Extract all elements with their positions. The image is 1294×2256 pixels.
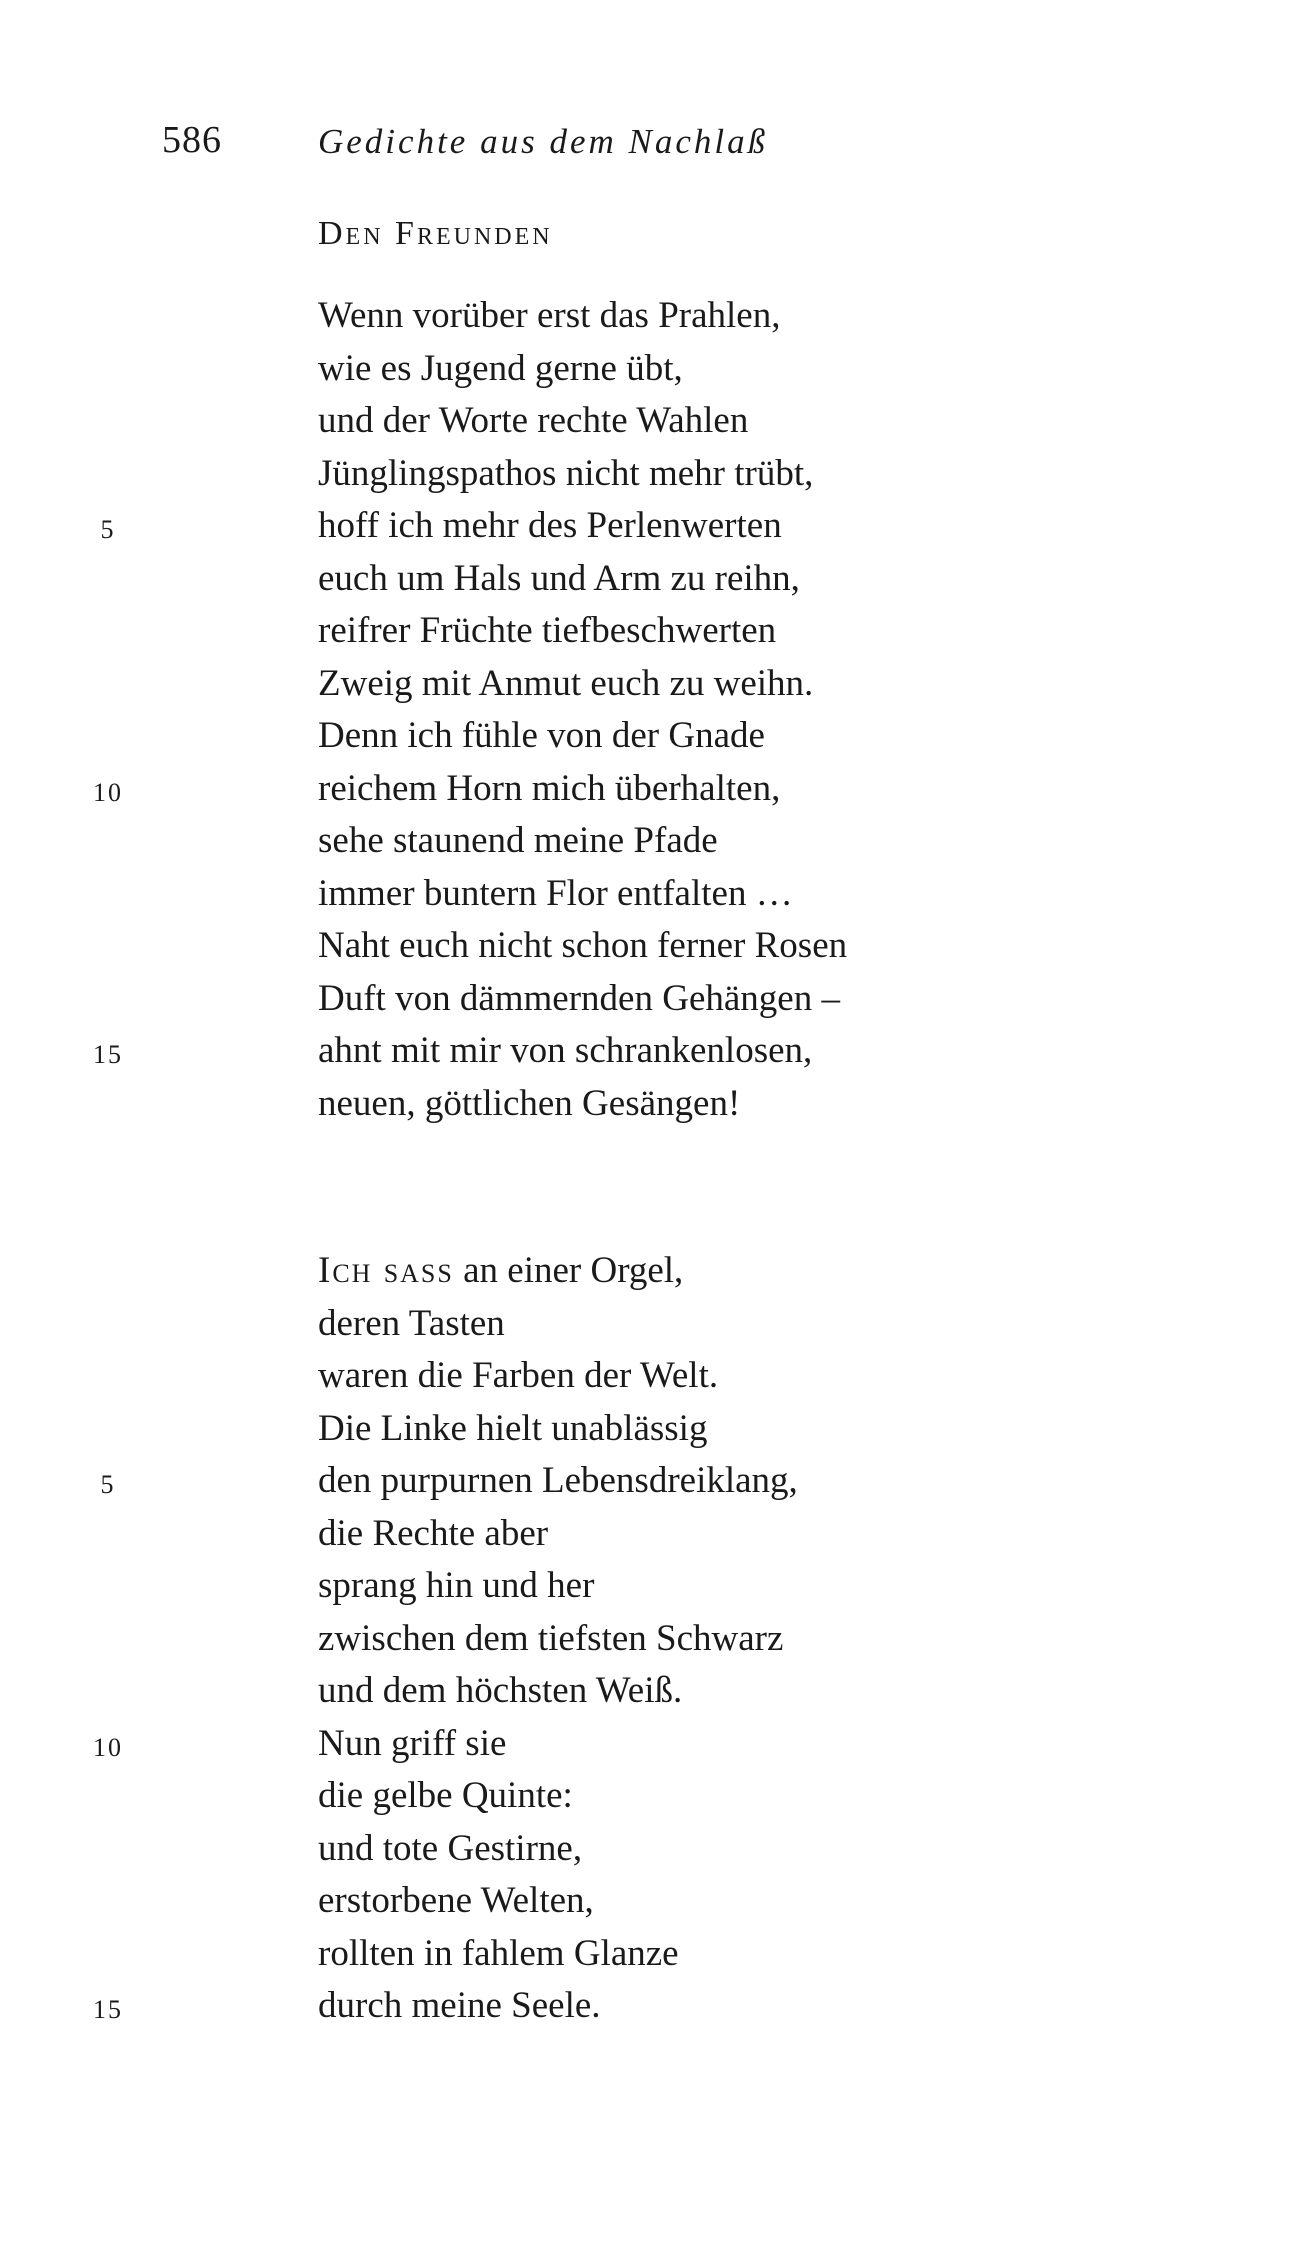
poem-line-text: Jünglingspathos nicht mehr trübt, — [318, 452, 814, 494]
poem-line — [0, 1718, 1294, 1771]
poem-line — [0, 1455, 1294, 1508]
poem-line-text: reifrer Früchte tiefbeschwerten — [318, 610, 777, 651]
poem-den-freunden — [0, 290, 1294, 1130]
poem-line-text: die gelbe Quinte: — [318, 1775, 573, 1816]
poem-line — [0, 1508, 1294, 1561]
poem-line-text: Zweig mit Anmut euch zu weihn. — [318, 662, 814, 704]
poem-line-text: den purpurnen Lebensdreiklang, — [318, 1460, 798, 1501]
poem-line-text: deren Tasten — [318, 1302, 505, 1344]
poem-line — [0, 395, 1294, 448]
poem-line-text: Die Linke hielt unablässig — [318, 1407, 708, 1449]
poem-line-text: immer buntern Flor entfalten … — [318, 872, 793, 914]
poem-line-text: und dem höchsten Weiß. — [318, 1670, 683, 1711]
poem-line — [0, 448, 1294, 501]
poem-line — [0, 1770, 1294, 1823]
poem-line-text: Naht euch nicht schon ferner Rosen — [318, 925, 848, 966]
poem-line — [0, 1928, 1294, 1981]
poem-line-text: sprang hin und her — [318, 1565, 595, 1606]
poem-ich-sass — [0, 1245, 1294, 2033]
running-title: Gedichte aus dem Nachlaß — [318, 122, 769, 161]
poem-line-text: Wenn vorüber erst das Prahlen, — [318, 295, 781, 336]
poem-line-text — [318, 1245, 683, 1297]
poem-line-text: euch um Hals und Arm zu reihn, — [318, 557, 800, 599]
poem-line-text: die Rechte aber — [318, 1512, 549, 1554]
poem-line-text: reichem Horn mich überhalten, — [318, 767, 781, 809]
poem-line-text: rollten in fahlem Glanze — [318, 1932, 679, 1974]
poem-line — [0, 290, 1294, 343]
poem-line — [0, 1665, 1294, 1718]
poem-line — [0, 343, 1294, 396]
poem-line — [0, 1875, 1294, 1928]
first-line-rest: an einer Orgel, — [453, 1250, 684, 1291]
poem-line-text: waren die Farben der Welt. — [318, 1355, 719, 1396]
poem-line-text: hoff ich mehr des Perlenwerten — [318, 505, 782, 546]
poem-line — [0, 1823, 1294, 1876]
poem-line — [0, 815, 1294, 868]
poem-line — [0, 658, 1294, 711]
line-number: 5 — [100, 1470, 116, 1499]
page-header — [0, 118, 1294, 178]
poem-line — [0, 1245, 1294, 1298]
poem-line — [0, 1613, 1294, 1666]
poem-line — [0, 920, 1294, 973]
poem-line — [0, 1350, 1294, 1403]
poem-line — [0, 1560, 1294, 1613]
poem-line — [0, 710, 1294, 763]
poem-line-text: Duft von dämmernden Gehängen – — [318, 977, 840, 1019]
line-number: 5 — [100, 515, 116, 544]
poem-line — [0, 1980, 1294, 2033]
poem-line-text: und tote Gestirne, — [318, 1827, 583, 1869]
poem-line-text: wie es Jugend gerne übt, — [318, 347, 683, 389]
poem-line-text: ahnt mit mir von schrankenlosen, — [318, 1030, 813, 1071]
poem-line-text: neuen, göttlichen Gesängen! — [318, 1082, 741, 1124]
poem-line — [0, 1078, 1294, 1131]
poem-line — [0, 1025, 1294, 1078]
page-number: 586 — [162, 119, 222, 161]
poem-line — [0, 500, 1294, 553]
poem-line-text: sehe staunend meine Pfade — [318, 820, 718, 861]
poem-line-text: Nun griff sie — [318, 1722, 507, 1764]
poem-line — [0, 973, 1294, 1026]
opening-small-caps: Ich sass — [318, 1250, 454, 1291]
line-number: 15 — [93, 1995, 123, 2024]
poem-line-text: Denn ich fühle von der Gnade — [318, 715, 765, 756]
poem-line — [0, 1298, 1294, 1351]
poem-line-text: durch meine Seele. — [318, 1985, 601, 2026]
poem-title: Den Freunden — [318, 215, 553, 252]
poem-line-text: und der Worte rechte Wahlen — [318, 400, 749, 441]
line-number: 10 — [93, 1732, 123, 1762]
poem-line-text: zwischen dem tiefsten Schwarz — [318, 1617, 784, 1659]
poem-line — [0, 553, 1294, 606]
poem-line — [0, 605, 1294, 658]
poem-line — [0, 868, 1294, 921]
poem-line-text: erstorbene Welten, — [318, 1880, 594, 1921]
line-number: 10 — [93, 777, 123, 807]
poem-line — [0, 763, 1294, 816]
poem-line — [0, 1403, 1294, 1456]
line-number: 15 — [93, 1040, 123, 1069]
